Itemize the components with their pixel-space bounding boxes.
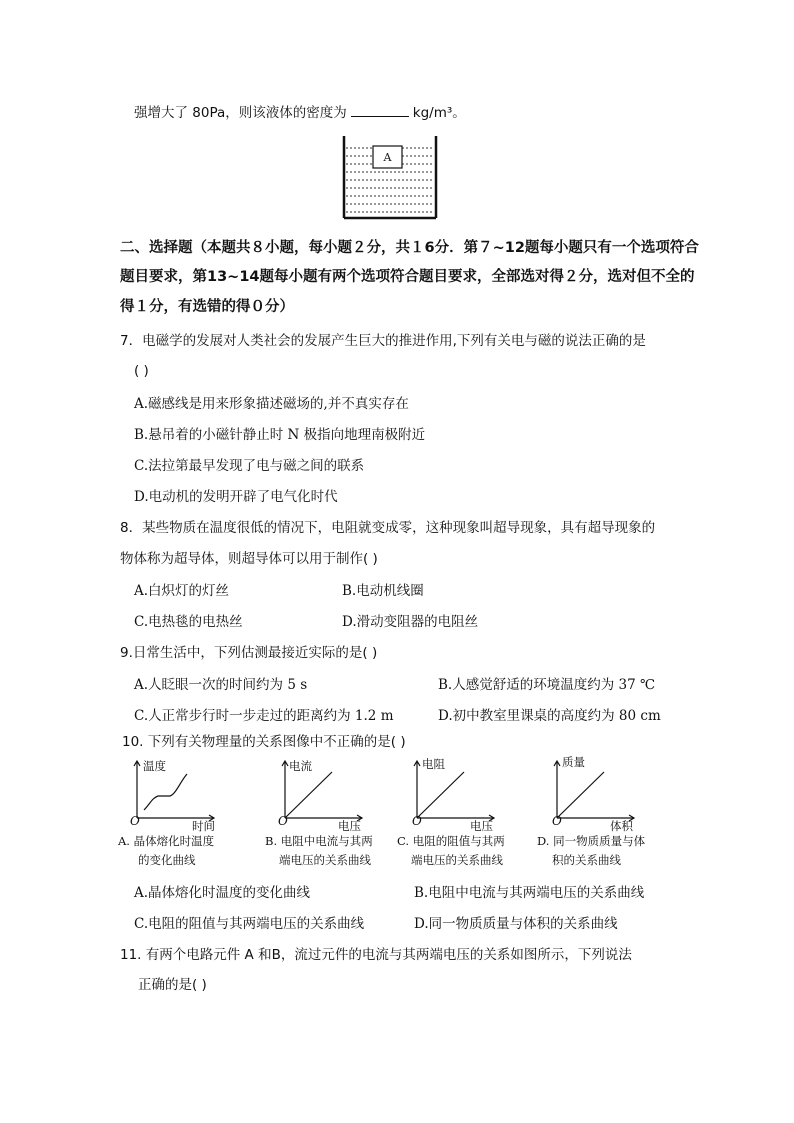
q8-option-c: C.电热毯的电热丝 — [134, 614, 243, 630]
q7-stem: 7．电磁学的发展对人类社会的发展产生巨大的推进作用,下列有关电与磁的说法正确的是 — [120, 333, 646, 349]
answer-blank — [351, 104, 409, 117]
graph-a-origin: O — [130, 814, 140, 828]
graph-b-x-label: 电压 — [338, 819, 361, 833]
graph-b-y-label: 电流 — [289, 759, 312, 773]
q9-stem: 9.日常生活中，下列估测最接近实际的是( ) — [120, 645, 378, 661]
q8-stem-line1: 8．某些物质在温度很低的情况下，电阻就变成零，这种现象叫超导现象，具有超导现象的 — [120, 520, 656, 536]
q7-option-d: D.电动机的发明开辟了电气化时代 — [134, 489, 338, 505]
graph-a-caption-line2: 的变化曲线 — [138, 853, 196, 867]
section-2-heading-line3: 得１分，有选错的得０分） — [120, 299, 294, 315]
q9-option-d: D.初中教室里课桌的高度约为 80 cm — [438, 708, 661, 724]
mass-volume-line — [557, 772, 604, 818]
current-voltage-line — [285, 772, 332, 818]
q7-paren: ( ) — [134, 363, 149, 379]
q10-option-a: A.晶体熔化时温度的变化曲线 — [134, 885, 311, 901]
q9-option-b: B.人感觉舒适的环境温度约为 37 ℃ — [438, 677, 656, 693]
graph-b-caption-line2: 端电压的关系曲线 — [279, 853, 371, 867]
q8-option-a: A.白炽灯的灯丝 — [134, 583, 230, 599]
graph-b-origin: O — [278, 814, 288, 828]
q7-option-c: C.法拉第最早发现了电与磁之间的联系 — [134, 458, 365, 474]
q8-option-d: D.滑动变阻器的电阻丝 — [342, 614, 479, 630]
graph-b-caption-line1: B. 电阻中电流与其两 — [265, 834, 373, 848]
graph-d-origin: O — [552, 814, 562, 828]
q10-option-c: C.电阻的阻值与其两端电压的关系曲线 — [134, 916, 365, 932]
graph-d-caption-line2: 积的关系曲线 — [552, 853, 621, 867]
melting-curve — [144, 774, 187, 810]
q10-option-d: D.同一物质质量与体积的关系曲线 — [414, 916, 618, 932]
graph-d-y-label: 质量 — [562, 755, 585, 769]
section-2-heading-line1: 二、选择题（本题共８小题，每小题２分，共１6分．第７~12题每小题只有一个选项符合 — [120, 240, 699, 256]
q9-option-c: C.人正常步行时一步走过的距离约为 1.2 m — [134, 708, 394, 724]
resistance-voltage-line — [417, 772, 464, 818]
graph-d-x-label: 体积 — [610, 819, 633, 833]
graph-a-y-label: 温度 — [143, 759, 166, 773]
graph-c-caption-line2: 端电压的关系曲线 — [411, 853, 503, 867]
q10-stem: 10. 下列有关物理量的关系图像中不正确的是( ) — [122, 734, 406, 750]
graph-c-caption-line1: C. 电阻的阻值与其两 — [397, 834, 505, 848]
q6-text-after: kg/m³。 — [412, 105, 466, 121]
block-a-label: A — [383, 151, 392, 164]
graph-c-origin: O — [412, 814, 422, 828]
section-2-heading-line2: 题目要求，第13~14题每小题有两个选项符合题目要求，全部选对得２分，选对但不全的 — [120, 269, 695, 285]
question-6-continuation — [134, 104, 466, 122]
q7-option-a: A.磁感线是用来形象描述磁场的,并不真实存在 — [134, 396, 409, 412]
graph-c-x-label: 电压 — [470, 819, 493, 833]
graph-d-caption-line1: D. 同一物质质量与体 — [537, 834, 646, 848]
q10-option-b: B.电阻中电流与其两端电压的关系曲线 — [414, 885, 645, 901]
q9-option-a: A.人眨眼一次的时间约为 5 s — [134, 677, 308, 693]
liquid-container-figure — [340, 134, 440, 222]
graph-a-x-label: 时间 — [192, 819, 215, 833]
q8-stem-line2: 物体称为超导体，则超导体可以用于制作( ) — [120, 551, 378, 567]
q8-option-b: B.电动机线圈 — [342, 583, 424, 599]
graph-a-caption-line1: A. 晶体熔化时温度 — [118, 834, 215, 848]
q11-stem-line2: 正确的是( ) — [138, 977, 207, 993]
q11-stem-line1: 11. 有两个电路元件 A 和B，流过元件的电流与其两端电压的关系如图所示，下列说法 — [120, 947, 632, 963]
q7-option-b: B.悬吊着的小磁针静止时 N 极指向地理南极附近 — [134, 427, 426, 443]
graph-c-y-label: 电阻 — [422, 757, 445, 771]
q6-text-before: 强增大了 80Pa，则该液体的密度为 — [134, 105, 347, 121]
